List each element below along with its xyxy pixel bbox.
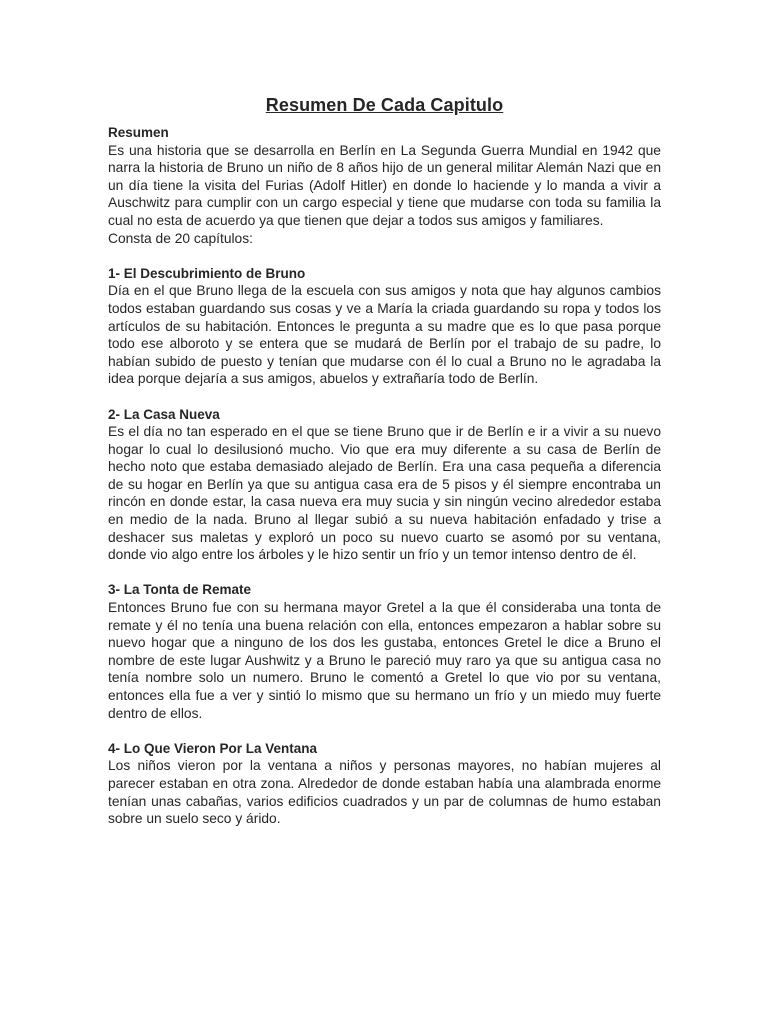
page-title: Resumen De Cada Capitulo [265,95,504,115]
chapter-text: Es el día no tan esperado en el que se tiene Bruno que ir de Berlín e ir a vivir a su nuevo hogar lo cual lo desilusionó mucho. Vio que era muy diferente a su casa de Berlín de hecho noto que estaba demasiado alejado de Berlín. Era una casa pequeña a diferencia de su hogar en Berlín ya que su antigua casa era de 5 pisos y él siempre encontraba un rincón en donde estar, la casa nueva era muy sucia y sin ningún vecino alrededor estaba en medio de la nada. Bruno al llegar subió a su nueva habitación enfadado y trise a deshacer sus maletas y exploró un poco su nuevo cuarto se asomó por su ventana, donde vio algo entre los árboles y le hizo sentir un frío y un temor intenso dentro de él. [108,424,661,563]
chapter-heading: 1- El Descubrimiento de Bruno [108,265,306,281]
chapter-section [108,265,661,388]
chapter-section [108,406,661,564]
chapter-section [108,740,661,828]
chapter-count-text: Consta de 20 capítulos: [108,230,253,246]
chapter-text: Día en el que Bruno llega de la escuela con sus amigos y nota que hay algunos cambios todos estaban guardando sus cosas y ve a María la criada guardando su ropa y todos los artículos de su habitación. Entonces le pregunta a su madre que es lo que pasa porque todo ese alboroto y se entera que se mudará de Berlín por el trabajo de su padre, lo habían subido de puesto y tenían que mudarse con él lo cual a Bruno no le agradaba la idea porque dejaría a sus amigos, abuelos y extrañaría todo de Berlín. [108,283,661,387]
chapter-heading: 4- Lo Que Vieron Por La Ventana [108,740,318,756]
intro-heading: Resumen [108,125,169,140]
chapter-section [108,581,661,722]
intro-section [108,124,661,247]
chapter-text: Entonces Bruno fue con su hermana mayor Gretel a la que él consideraba una tonta de remate y él no tenía una buena relación con ella, entonces empezaron a hablar sobre su nuevo hogar que a ninguno de los dos les gustaba, entonces Gretel le dice a Bruno el nombre de este lugar Aushwitz y a Bruno le pareció muy raro ya que su antigua casa no tenía nombre solo un numero. Bruno le comentó a Gretel lo que vio por su ventana, entonces ella fue a ver y sintió lo mismo que su hermano un frío y un miedo muy fuerte dentro de ellos. [108,600,661,721]
chapter-text: Los niños vieron por la ventana a niños y personas mayores, no habían mujeres al parecer estaban en otra zona. Alrededor de donde estaban había una alambrada enorme tenían unas cabañas, varios edificios cuadrados y un par de columnas de humo estaban sobre un suelo seco y árido. [108,758,661,827]
chapter-heading: 3- La Tonta de Remate [108,582,252,598]
intro-text: Es una historia que se desarrolla en Berlín en La Segunda Guerra Mundial en 1942 que narra la historia de Bruno un niño de 8 años hijo de un general militar Alemán Nazi que en un día tiene la visita del Furias (Adolf Hitler) en donde lo haciende y lo manda a vivir a Auschwitz para cumplir con un cargo especial y tiene que mudarse con toda su familia la cual no esta de acuerdo ya que tienen que dejar a todos sus amigos y familiares. [108,142,661,228]
document-page [108,94,661,828]
chapter-heading: 2- La Casa Nueva [108,406,220,422]
